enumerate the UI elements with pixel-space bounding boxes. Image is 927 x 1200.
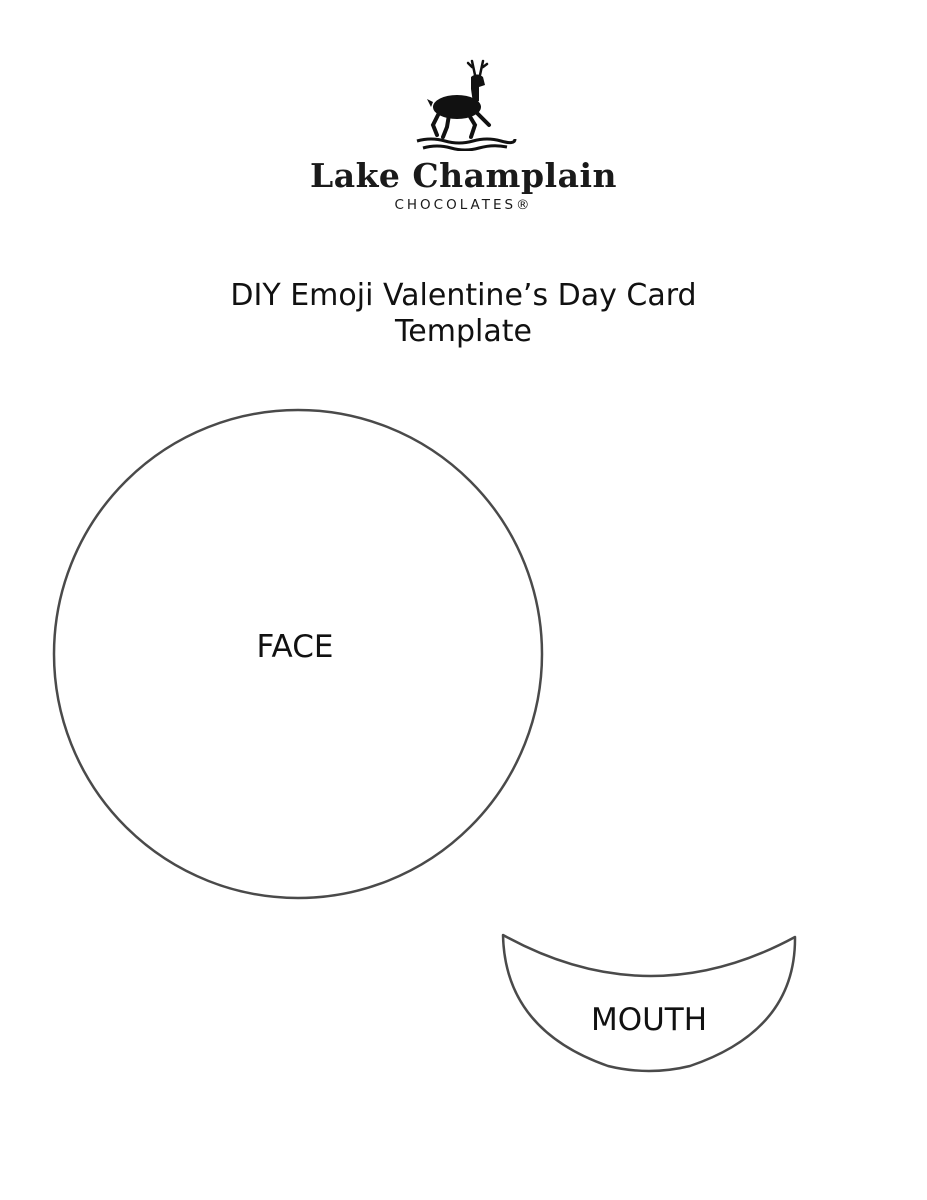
title-line-1: DIY Emoji Valentine’s Day Card: [230, 278, 697, 313]
brand-subtitle: CHOCOLATES®: [394, 197, 533, 213]
brand-name: Lake Champlain: [309, 156, 617, 195]
face-label: FACE: [256, 629, 334, 665]
title-line-2: Template: [395, 314, 532, 349]
mouth-label: MOUTH: [590, 1002, 708, 1038]
